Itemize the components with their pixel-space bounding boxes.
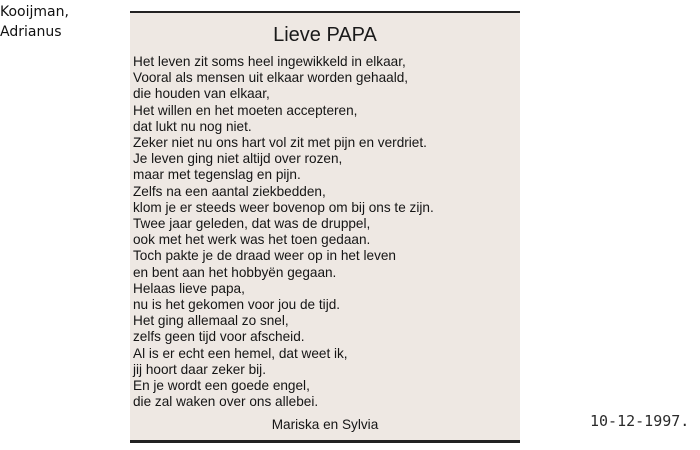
poem-line: Zeker niet nu ons hart vol zit met pijn en verdriet. (133, 135, 427, 151)
poem-line: maar met tegenslag en pijn. (133, 167, 301, 183)
poem-signature: Mariska en Sylvia (271, 417, 379, 432)
poem-line: Al is er echt een hemel, dat weet ik, (133, 345, 348, 361)
poem-line: En je wordt een goede engel, (133, 378, 310, 394)
poem-line: die houden van elkaar, (133, 86, 270, 102)
poem-line: dat lukt nu nog niet. (133, 118, 252, 134)
poem-title: Lieve PAPA (273, 24, 377, 46)
caption-surname: Kooijman, (0, 4, 69, 20)
poem-line: Het leven zit soms heel ingewikkeld in elkaar, (133, 54, 406, 69)
poem-line: zelfs geen tijd voor afscheid. (133, 329, 305, 345)
poem-line: Toch pakte je de draad weer op in het leven (133, 248, 396, 264)
poem-line: Helaas lieve papa, (133, 280, 245, 296)
newspaper-clipping (130, 11, 520, 443)
poem-line: klom je er steeds weer bovenop om bij ons te zijn. (133, 199, 434, 215)
poem-line: die zal waken over ons allebei. (133, 394, 319, 410)
caption-given-name: Adrianus (0, 24, 62, 40)
poem-line: nu is het gekomen voor jou de tijd. (133, 297, 341, 313)
poem-line: Je leven ging niet altijd over rozen, (133, 151, 343, 167)
poem-line: Twee jaar geleden, dat was de druppel, (133, 216, 371, 232)
document-caption (0, 2, 69, 42)
poem-line: Het ging allemaal zo snel, (133, 313, 289, 329)
date-stamp: 10-12-1997. (590, 412, 690, 430)
poem-line: en bent aan het hobbyën gegaan. (133, 264, 337, 280)
poem-line: jij hoort daar zeker bij. (133, 361, 266, 377)
poem-line: Vooral als mensen uit elkaar worden gehaald, (133, 70, 409, 86)
poem-line: Het willen en het moeten accepteren, (133, 102, 358, 118)
poem-line: ook met het werk was het toen gedaan. (133, 232, 371, 248)
poem-body (133, 54, 434, 410)
poem-line: Zelfs na een aantal ziekbedden, (133, 183, 326, 199)
